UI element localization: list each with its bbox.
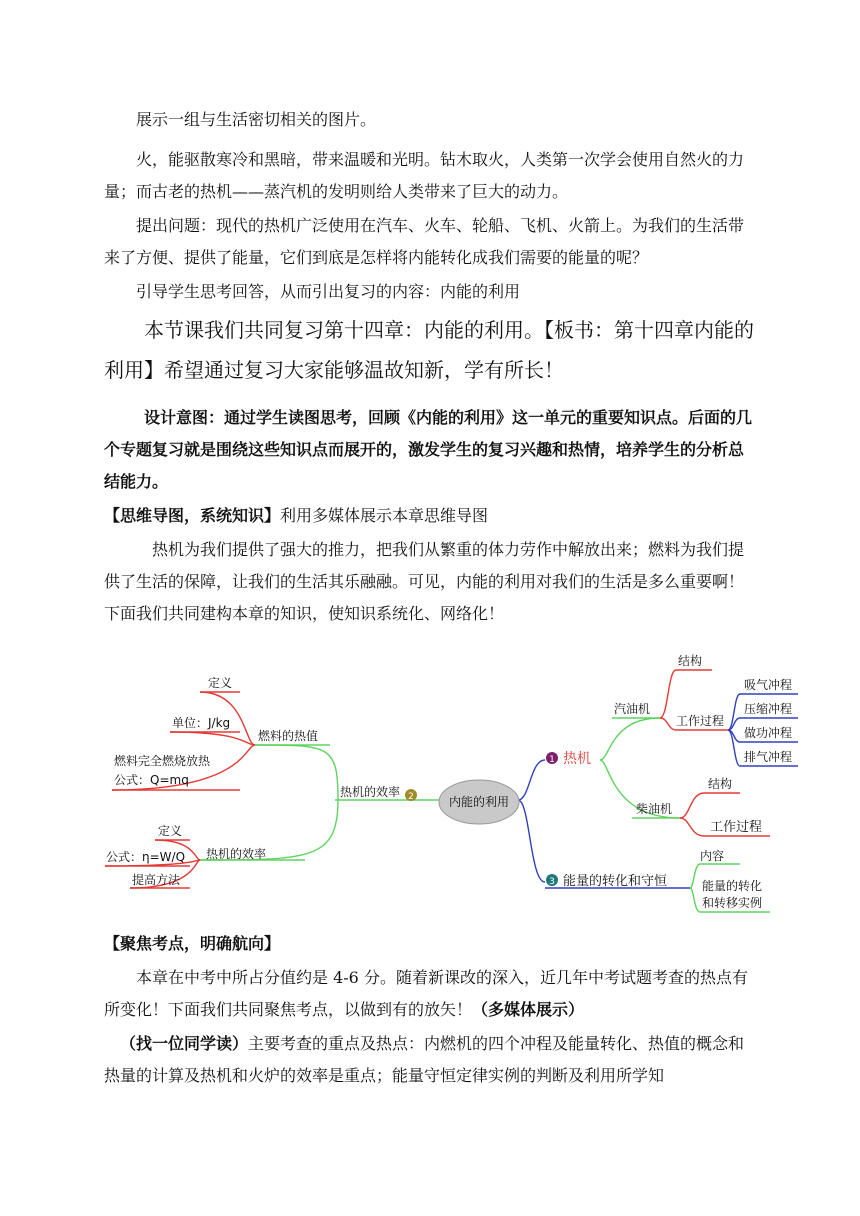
mm-edge-g-process	[660, 718, 676, 730]
paragraph-question: 提出问题：现代的热机广泛使用在汽车、火车、轮船、飞机、火箭上。为我们的生活带来了方便、提供了能量，它们到底是怎样将内能转化成我们需要的能量的呢？	[104, 216, 745, 267]
mm-edge-left-up	[255, 745, 338, 800]
paragraph-keypoints-note: （找一位同学读）	[120, 1034, 249, 1053]
mm-stroke-3: 做功冲程	[744, 726, 793, 740]
mm-gasoline: 汽油机	[614, 702, 651, 716]
mm-edge-center-heat	[518, 760, 545, 800]
mm-fuel-node: 燃料的热值	[258, 729, 319, 743]
mm-fuel-formula-2: 公式：Q=mq	[114, 773, 189, 787]
heading-mindmap	[104, 500, 756, 532]
paragraph-score	[104, 962, 756, 1026]
paragraph-show-pictures: 展示一组与生活密切相关的图片。	[136, 110, 377, 129]
mm-fuel-unit: 单位：J/kg	[172, 716, 231, 730]
mm-fuel-def: 定义	[208, 676, 233, 690]
mm-d-structure: 结构	[708, 777, 733, 791]
mm-e-content: 内容	[700, 849, 725, 863]
mm-diesel: 柴油机	[636, 802, 673, 816]
mm-g-structure: 结构	[678, 654, 703, 668]
mm-edge-d-structure	[680, 793, 704, 818]
design-intent: 设计意图：通过学生读图思考，回顾《内能的利用》这一单元的重要知识点。后面的几个专题复习就是围绕这些知识点而展开的，激发学生的复习兴趣和热情，培养学生的分析总结能力。	[104, 408, 753, 491]
mm-eff-formula: 公式：η=W/Q	[106, 850, 186, 864]
mm-stroke-4: 排气冲程	[744, 750, 793, 764]
mm-fuel-formula-1: 燃料完全燃烧放热	[114, 754, 211, 768]
heading-mindmap-rest: 利用多媒体展示本章思维导图	[280, 506, 489, 525]
mm-badge-2-label: 2	[408, 792, 414, 802]
paragraph-score-note: （多媒体展示）	[472, 1000, 585, 1019]
mm-e-example-2: 和转移实例	[702, 896, 763, 910]
mm-edge-d-process	[680, 818, 704, 836]
mm-badge-1-label: 1	[549, 755, 555, 765]
mm-left-branch: 热机的效率	[340, 785, 401, 799]
mm-g-process: 工作过程	[676, 714, 725, 728]
paragraph-keypoints-text: 主要考查的重点及热点：内燃机的四个冲程及能量转化、热值的概念和热量的计算及热机和火炉的效率是重点；能量守恒定律实例的判断及利用所学知	[104, 1034, 745, 1085]
mm-edge-e-content	[690, 864, 700, 888]
mm-edge-g-structure	[660, 670, 676, 718]
mm-badge-3-label: 3	[549, 877, 555, 887]
mm-energy: 能量的转化和守恒	[563, 874, 668, 889]
paragraph-fire: 火，能驱散寒冷和黑暗，带来温暖和光明。钻木取火，人类第一次学会使用自然火的力量；而古老的热机——蒸汽机的发明则给人类带来了巨大的动力。	[104, 150, 745, 201]
mm-d-process: 工作过程	[710, 820, 763, 835]
paragraph-score-text: 本章在中考中所占分值约是 4-6 分。随着新课改的深入，近几年中考试题考查的热点有所变化！下面我们共同聚焦考点，以做到有的放矢！	[104, 968, 748, 1019]
mm-edge-e-examples	[690, 888, 700, 912]
mm-eff-node: 热机的效率	[206, 847, 267, 861]
paragraph-lesson-intro: 本节课我们共同复习第十四章：内能的利用。【板书：第十四章内能的利用】希望通过复习大家能够温故知新，学有所长！	[104, 318, 754, 382]
mm-center-label: 内能的利用	[448, 795, 510, 809]
mm-e-example-1: 能量的转化	[702, 879, 763, 893]
mm-edge-fuel-unit	[170, 732, 255, 745]
paragraph-keypoints	[104, 1028, 756, 1092]
mm-stroke-1: 吸气冲程	[744, 678, 793, 692]
mm-heat-engine: 热机	[563, 751, 591, 767]
mm-edge-center-energy	[518, 800, 545, 882]
paragraph-engine-intro: 热机为我们提供了强大的推力，把我们从繁重的体力劳作中解放出来；燃料为我们提供了生活的保障，让我们的生活其乐融融。可见，内能的利用对我们的生活是多么重要啊！下面我们共同建构本章的知识，使知识系统化、网络化！	[104, 540, 745, 623]
heading-mindmap-bold: 【思维导图，系统知识】	[104, 506, 281, 525]
mm-eff-def: 定义	[158, 824, 183, 838]
mm-eff-improve: 提高方法	[132, 873, 181, 887]
mind-map	[100, 640, 793, 920]
heading-focus: 【聚焦考点，明确航向】	[104, 934, 281, 953]
mm-stroke-2: 压缩冲程	[744, 702, 793, 716]
paragraph-guide: 引导学生思考回答，从而引出复习的内容：内能的利用	[136, 282, 521, 301]
mm-edge-heat-gasoline	[600, 718, 660, 760]
